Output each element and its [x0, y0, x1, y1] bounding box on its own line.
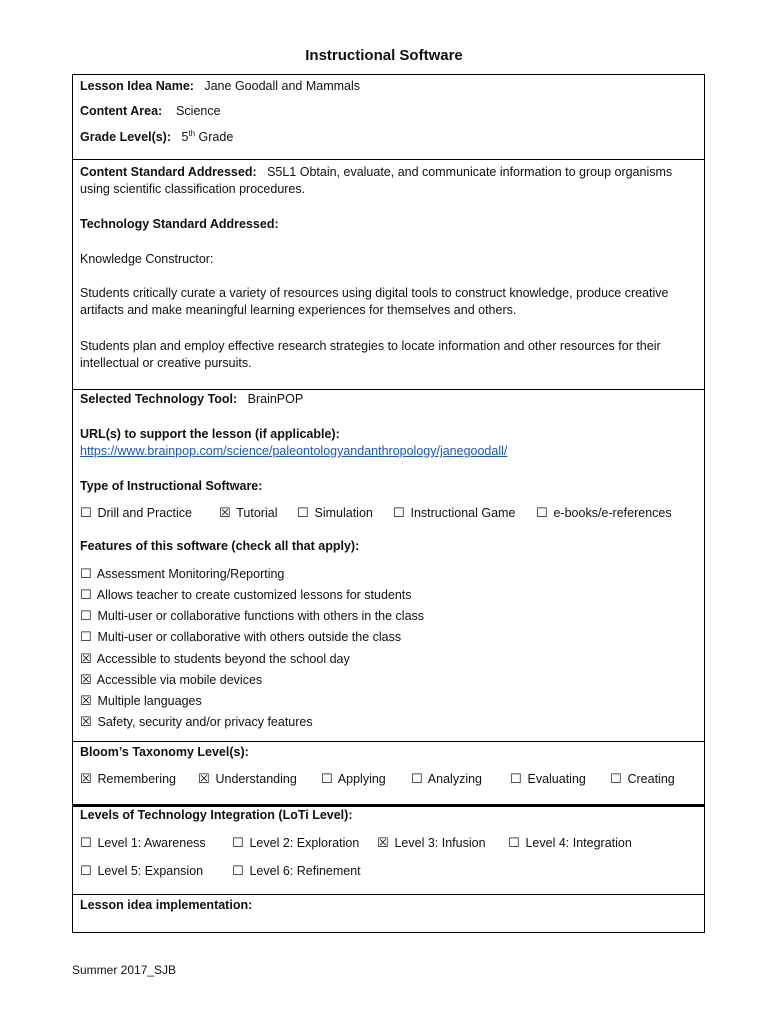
blooms-options [80, 770, 698, 788]
feature-item[interactable] [80, 692, 698, 710]
bloom-option-label: Evaluating [527, 772, 586, 786]
feature-item[interactable] [80, 650, 698, 668]
lesson-name-label: Lesson Idea Name: [80, 79, 194, 93]
checkbox-icon: ☐ [80, 608, 92, 623]
checkbox-icon: ☐ [297, 505, 309, 520]
feature-item[interactable] [80, 565, 698, 583]
feature-label: Safety, security and/or privacy features [97, 715, 313, 729]
content-area-row [80, 103, 698, 120]
feature-item[interactable] [80, 713, 698, 731]
implementation-label: Lesson idea implementation: [80, 898, 253, 912]
loti-option-label: Level 5: Expansion [97, 864, 204, 878]
implementation-label-row [80, 897, 698, 914]
loti-option-level-6[interactable] [232, 862, 361, 880]
type-option-tutorial[interactable] [219, 504, 277, 522]
software-type-label: Type of Instructional Software: [80, 479, 263, 493]
grade-level-row [80, 129, 698, 146]
checkbox-icon: ☒ [80, 672, 92, 687]
content-area-value: Science [176, 104, 221, 118]
loti-label: Levels of Technology Integration (LoTi Level): [80, 808, 353, 822]
grade-level-number: 5 [181, 130, 189, 144]
bloom-option-analyzing[interactable] [411, 770, 482, 788]
loti-label-row [80, 807, 698, 824]
checkbox-icon: ☒ [219, 505, 231, 520]
bloom-option-understanding[interactable] [198, 770, 297, 788]
type-option-label: Simulation [314, 506, 373, 520]
bloom-option-label: Applying [337, 772, 386, 786]
checkbox-icon: ☒ [80, 714, 92, 729]
type-option-label: Tutorial [236, 506, 278, 520]
blooms-label: Bloom’s Taxonomy Level(s): [80, 745, 249, 759]
checkbox-icon: ☐ [393, 505, 405, 520]
loti-section [72, 805, 705, 895]
grade-level-word: Grade [198, 130, 234, 144]
brainpop-url-link[interactable]: https://www.brainpop.com/science/paleontologyandanthropology/janegoodall/ [80, 444, 508, 458]
type-option-game[interactable] [393, 504, 515, 522]
standards-section [72, 160, 705, 390]
feature-item[interactable] [80, 671, 698, 689]
loti-option-label: Level 3: Infusion [394, 836, 486, 850]
checkbox-icon: ☐ [411, 771, 423, 786]
blooms-section [72, 742, 705, 805]
feature-label: Accessible via mobile devices [96, 673, 263, 687]
tool-label: Selected Technology Tool: [80, 392, 238, 406]
knowledge-constructor: Knowledge Constructor: [80, 252, 214, 266]
checkbox-icon: ☐ [508, 835, 520, 850]
blooms-label-row [80, 744, 698, 761]
bloom-option-label: Creating [627, 772, 675, 786]
type-option-drill[interactable] [80, 504, 192, 522]
checkbox-icon: ☒ [80, 651, 92, 666]
url-row [80, 443, 698, 460]
bloom-option-creating[interactable] [610, 770, 675, 788]
grade-level-suffix: th [188, 128, 196, 138]
tech-standard-label [80, 216, 698, 233]
loti-option-level-5[interactable] [80, 862, 203, 880]
grade-level-label: Grade Level(s): [80, 130, 172, 144]
content-standard-text: S5L1 Obtain, evaluate, and communicate information to group organisms using scientific classification procedures. [80, 165, 673, 196]
loti-option-label: Level 4: Integration [525, 836, 632, 850]
type-option-label: Instructional Game [410, 506, 516, 520]
feature-label: Accessible to students beyond the school day [96, 652, 350, 666]
bloom-option-remembering[interactable] [80, 770, 176, 788]
type-option-label: e-books/e-references [553, 506, 672, 520]
tool-row [80, 391, 698, 408]
checkbox-icon: ☐ [80, 835, 92, 850]
checkbox-icon: ☒ [198, 771, 210, 786]
feature-label: Assessment Monitoring/Reporting [96, 567, 285, 581]
implementation-section [72, 895, 705, 933]
checkbox-icon: ☐ [610, 771, 622, 786]
software-type-options [80, 504, 698, 522]
loti-options-row-1 [80, 834, 698, 852]
checkbox-icon: ☐ [536, 505, 548, 520]
feature-label: Multi-user or collaborative with others outside the class [97, 630, 402, 644]
type-option-label: Drill and Practice [97, 506, 192, 520]
standard-paragraph-1: Students critically curate a variety of resources using digital tools to construct knowledge, produce creative artifacts and make meaningful learning experiences for themselves and others. [80, 286, 669, 317]
page-footer: Summer 2017_SJB [72, 963, 177, 977]
content-standard [80, 164, 698, 198]
loti-option-level-2[interactable] [232, 834, 359, 852]
features-label-row [80, 538, 698, 555]
checkbox-icon: ☐ [80, 863, 92, 878]
loti-option-level-1[interactable] [80, 834, 206, 852]
checkbox-icon: ☒ [80, 693, 92, 708]
tech-standard-heading: Technology Standard Addressed: [80, 217, 279, 231]
checkbox-icon: ☐ [321, 771, 333, 786]
feature-label: Multi-user or collaborative functions with others in the class [97, 609, 425, 623]
bloom-option-label: Analyzing [427, 772, 482, 786]
tool-value: BrainPOP [247, 392, 304, 406]
loti-option-level-3[interactable] [377, 834, 486, 852]
features-label: Features of this software (check all that apply): [80, 539, 360, 553]
checkbox-icon: ☐ [232, 835, 244, 850]
feature-item[interactable] [80, 628, 698, 646]
bloom-option-applying[interactable] [321, 770, 386, 788]
loti-option-label: Level 6: Refinement [249, 864, 361, 878]
type-option-simulation[interactable] [297, 504, 373, 522]
checkbox-icon: ☐ [80, 566, 92, 581]
lesson-info-section [72, 74, 705, 160]
url-label-row [80, 426, 698, 443]
lesson-name-value: Jane Goodall and Mammals [204, 79, 360, 93]
loti-option-level-4[interactable] [508, 834, 632, 852]
checkbox-icon: ☒ [377, 835, 389, 850]
bloom-option-evaluating[interactable] [510, 770, 586, 788]
software-type-label-row [80, 478, 698, 495]
checkbox-icon: ☐ [80, 629, 92, 644]
loti-options-row-2 [80, 862, 698, 880]
loti-option-label: Level 2: Exploration [249, 836, 360, 850]
bloom-option-label: Remembering [97, 772, 176, 786]
standard-paragraph-2: Students plan and employ effective research strategies to locate information and other resources for their intellectual or creative pursuits. [80, 339, 661, 370]
checkbox-icon: ☐ [510, 771, 522, 786]
feature-label: Allows teacher to create customized lessons for students [96, 588, 412, 602]
loti-option-label: Level 1: Awareness [97, 836, 206, 850]
feature-item[interactable] [80, 586, 698, 604]
checkbox-icon: ☐ [232, 863, 244, 878]
bloom-option-label: Understanding [215, 772, 297, 786]
checkbox-icon: ☐ [80, 587, 92, 602]
lesson-name-row [80, 78, 698, 95]
feature-item[interactable] [80, 607, 698, 625]
checkbox-icon: ☐ [80, 505, 92, 520]
checkbox-icon: ☒ [80, 771, 92, 786]
content-standard-label: Content Standard Addressed: [80, 165, 257, 179]
url-label: URL(s) to support the lesson (if applicable): [80, 427, 340, 441]
tool-section [72, 390, 705, 742]
feature-label: Multiple languages [97, 694, 202, 708]
content-area-label: Content Area: [80, 104, 163, 118]
type-option-ebooks[interactable] [536, 504, 672, 522]
page-title: Instructional Software [305, 47, 463, 64]
